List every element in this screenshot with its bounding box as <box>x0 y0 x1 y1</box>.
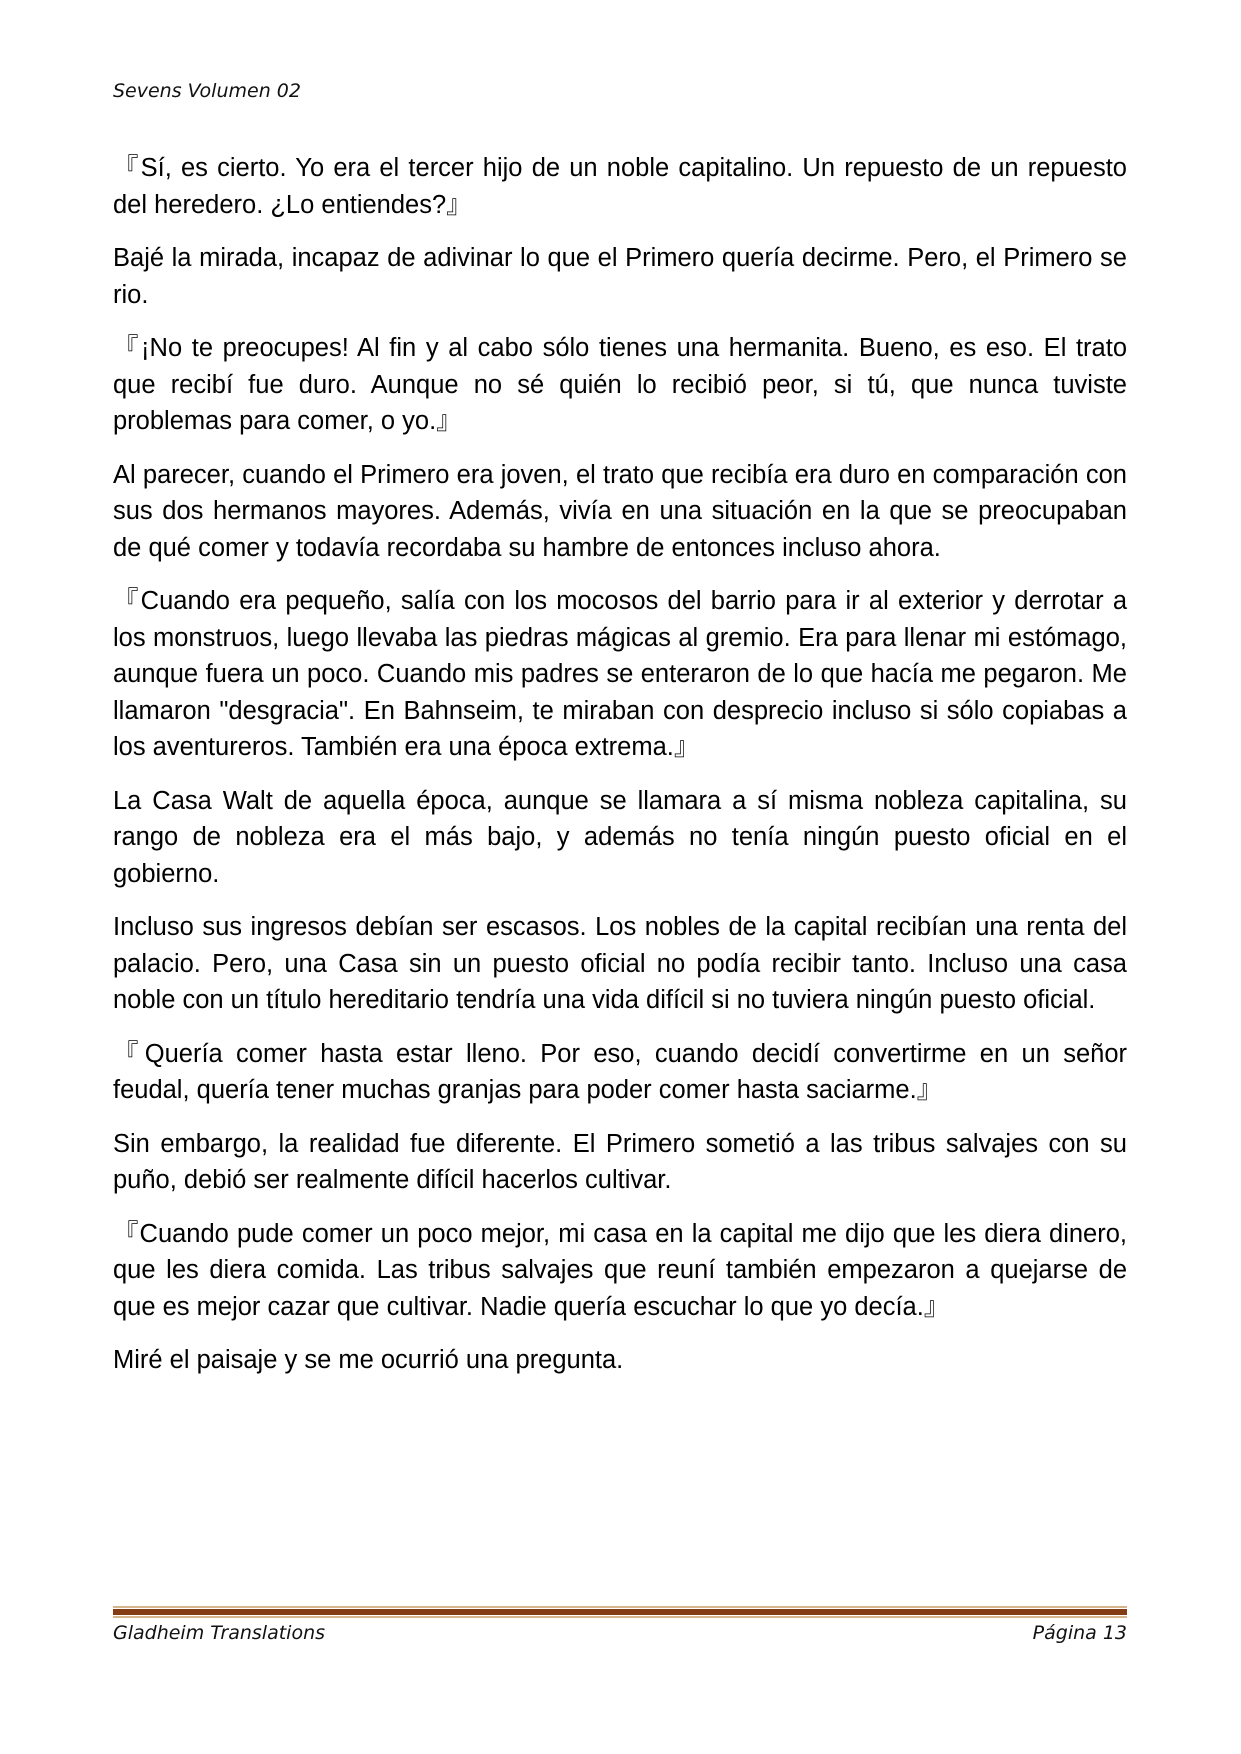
paragraph: 『Sí, es cierto. Yo era el tercer hijo de un noble capitalino. Un repuesto de un repuesto del heredero. ¿Lo entiendes?』 <box>113 154 1127 219</box>
running-header: Sevens Volumen 02 <box>113 80 301 102</box>
paragraph: 『Cuando pude comer un poco mejor, mi casa en la capital me dijo que les diera dinero, que les diera comida. Las tribus salvajes que reuní también empezaron a quejarse de que es mejor cazar que cultivar. Nadie quería escuchar lo que yo decía.』 <box>113 1219 1127 1321</box>
page-body <box>113 150 1127 1396</box>
paragraph: Bajé la mirada, incapaz de adivinar lo que el Primero quería decirme. Pero, el Primero se rio. <box>113 244 1127 309</box>
paragraph: 『¡No te preocupes! Al fin y al cabo sólo tienes una hermanita. Bueno, es eso. El trato que recibí fue duro. Aunque no sé quién lo recibió peor, si tú, que nunca tuviste problemas para comer, o yo.』 <box>113 334 1127 435</box>
paragraph: Sin embargo, la realidad fue diferente. El Primero sometió a las tribus salvajes con su puño, debió ser realmente difícil hacerlos cultivar. <box>113 1129 1127 1194</box>
paragraph: 『Cuando era pequeño, salía con los mocosos del barrio para ir al exterior y derrotar a los monstruos, luego llevaba las piedras mágicas al gremio. Era para llenar mi estómago, aunque fuera un poco. Cuando mis padres se enteraron de lo que hacía me pegaron. Me llamaron "desgracia". En Bahnseim, te miraban con desprecio incluso si sólo copiabas a los aventureros. También era una época extrema.』 <box>113 587 1127 761</box>
footer-translator: Gladheim Translations <box>113 1622 326 1644</box>
footer-divider <box>113 1606 1127 1618</box>
page-number: Página 13 <box>1032 1622 1127 1644</box>
paragraph: La Casa Walt de aquella época, aunque se llamara a sí misma nobleza capitalina, su rango de nobleza era el más bajo, y además no tenía ningún puesto oficial en el gobierno. <box>113 786 1127 888</box>
paragraph: Al parecer, cuando el Primero era joven, el trato que recibía era duro en comparación con sus dos hermanos mayores. Además, vivía en una situación en la que se preocupaban de qué comer y todavía recordaba su hambre de entonces incluso ahora. <box>113 460 1127 562</box>
paragraph: Miré el paisaje y se me ocurrió una pregunta. <box>113 1346 624 1374</box>
paragraph: Incluso sus ingresos debían ser escasos. Los nobles de la capital recibían una renta del palacio. Pero, una Casa sin un puesto oficial no podía recibir tanto. Incluso una casa noble con un título hereditario tendría una vida difícil si no tuviera ningún puesto oficial. <box>113 913 1127 1014</box>
paragraph: 『Quería comer hasta estar lleno. Por eso, cuando decidí convertirme en un señor feudal, quería tener muchas granjas para poder comer hasta saciarme.』 <box>113 1039 1127 1104</box>
